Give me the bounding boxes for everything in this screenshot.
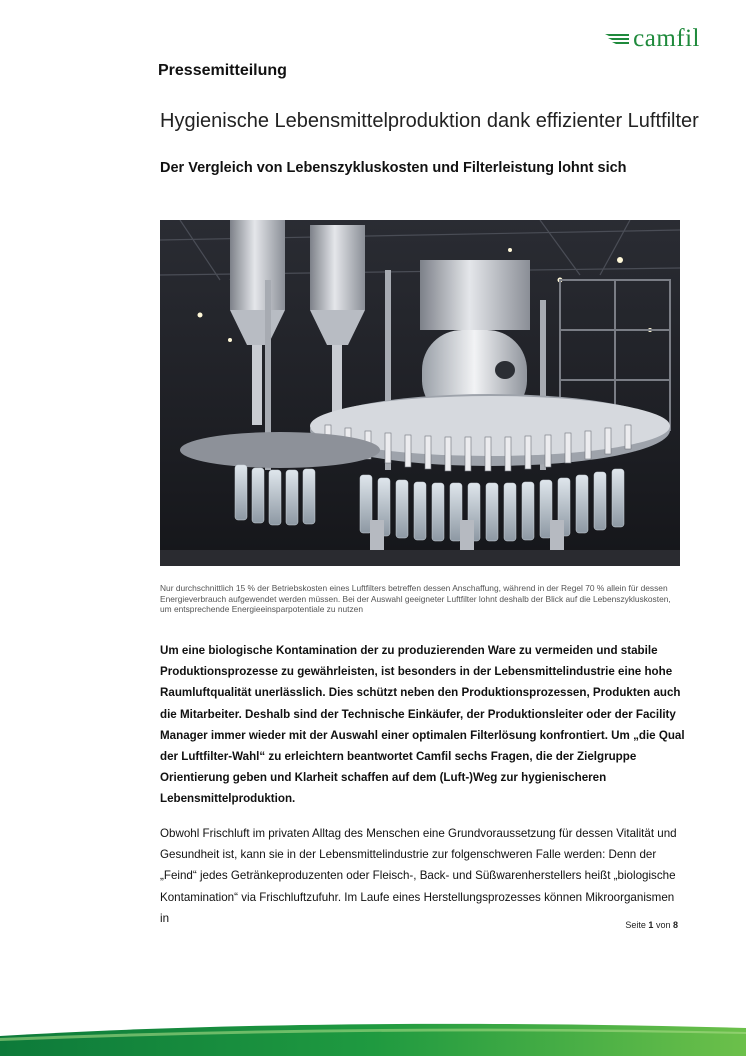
page-number-current: 1	[648, 920, 654, 930]
page-number-total: 8	[672, 920, 678, 930]
lead-paragraph: Um eine biologische Kontamination der zu produzierenden Ware zu vermeiden und stabile Produktionsprozesse zu gewährleisten, ist besonders in der Lebensmittelindustrie eine hohe Raumluftqualität unerlässlich. Dies schützt neben den Produktionsprozessen, Produkten auch die Mitarbeiter. Deshalb sind der Technische Einkäufer, der Produktionsleiter oder der Facility Manager immer wieder mit der Auswahl einer optimalen Filterlösung konfrontiert. Um „die Qual der Luftfilter-Wahl“ zu erleichtern beantwortet Camfil sechs Fragen, die der Zielgruppe Orientierung geben und Klarheit schaffen auf dem (Luft-)Weg zur hygienischeren Lebensmittelproduktion.	[160, 644, 685, 806]
beverage-bottling-machine-photo	[160, 220, 680, 566]
camfil-arrow-mark-icon	[605, 31, 631, 47]
page-number-label: Seite	[625, 920, 646, 930]
page-number	[625, 920, 678, 930]
photo-caption: Nur durchschnittlich 15 % der Betriebskosten eines Luftfilters betreffen dessen Anschaffung, während in der Regel 70 % allein für dessen Energieverbrauch aufgewendet werden müssen. Bei der Auswahl geeigneter Luftfilter lohnt deshalb der Blick auf die Lebenszykluskosten, um entsprechende Energieeinsparpotentiale zu nutzen	[160, 583, 671, 614]
page-subtitle: Der Vergleich von Lebenszykluskosten und Filterleistung lohnt sich	[160, 160, 627, 176]
body-paragraph: Obwohl Frischluft im privaten Alltag des Menschen eine Grundvoraussetzung für dessen Vitalität und Gesundheit ist, kann sie in der Lebensmittelindustrie zur folgenschweren Falle werden: Denn der „Feind“ jedes Getränkeproduzenten oder Fleisch-, Back- und Süßwarenherstellers heißt „biologische Kontamination“ via Frischluftzufuhr. Im Laufe eines Herstellungsprozesses können Mikroorganismen in	[160, 827, 677, 925]
footer-green-band	[0, 1016, 746, 1056]
page-number-separator: von	[655, 920, 671, 930]
camfil-logo-text: camfil	[633, 25, 700, 52]
page-title: Hygienische Lebensmittelproduktion dank effizienter Luftfilter	[160, 110, 699, 132]
document-type-label: Pressemitteilung	[158, 62, 287, 79]
camfil-logo	[605, 26, 700, 51]
